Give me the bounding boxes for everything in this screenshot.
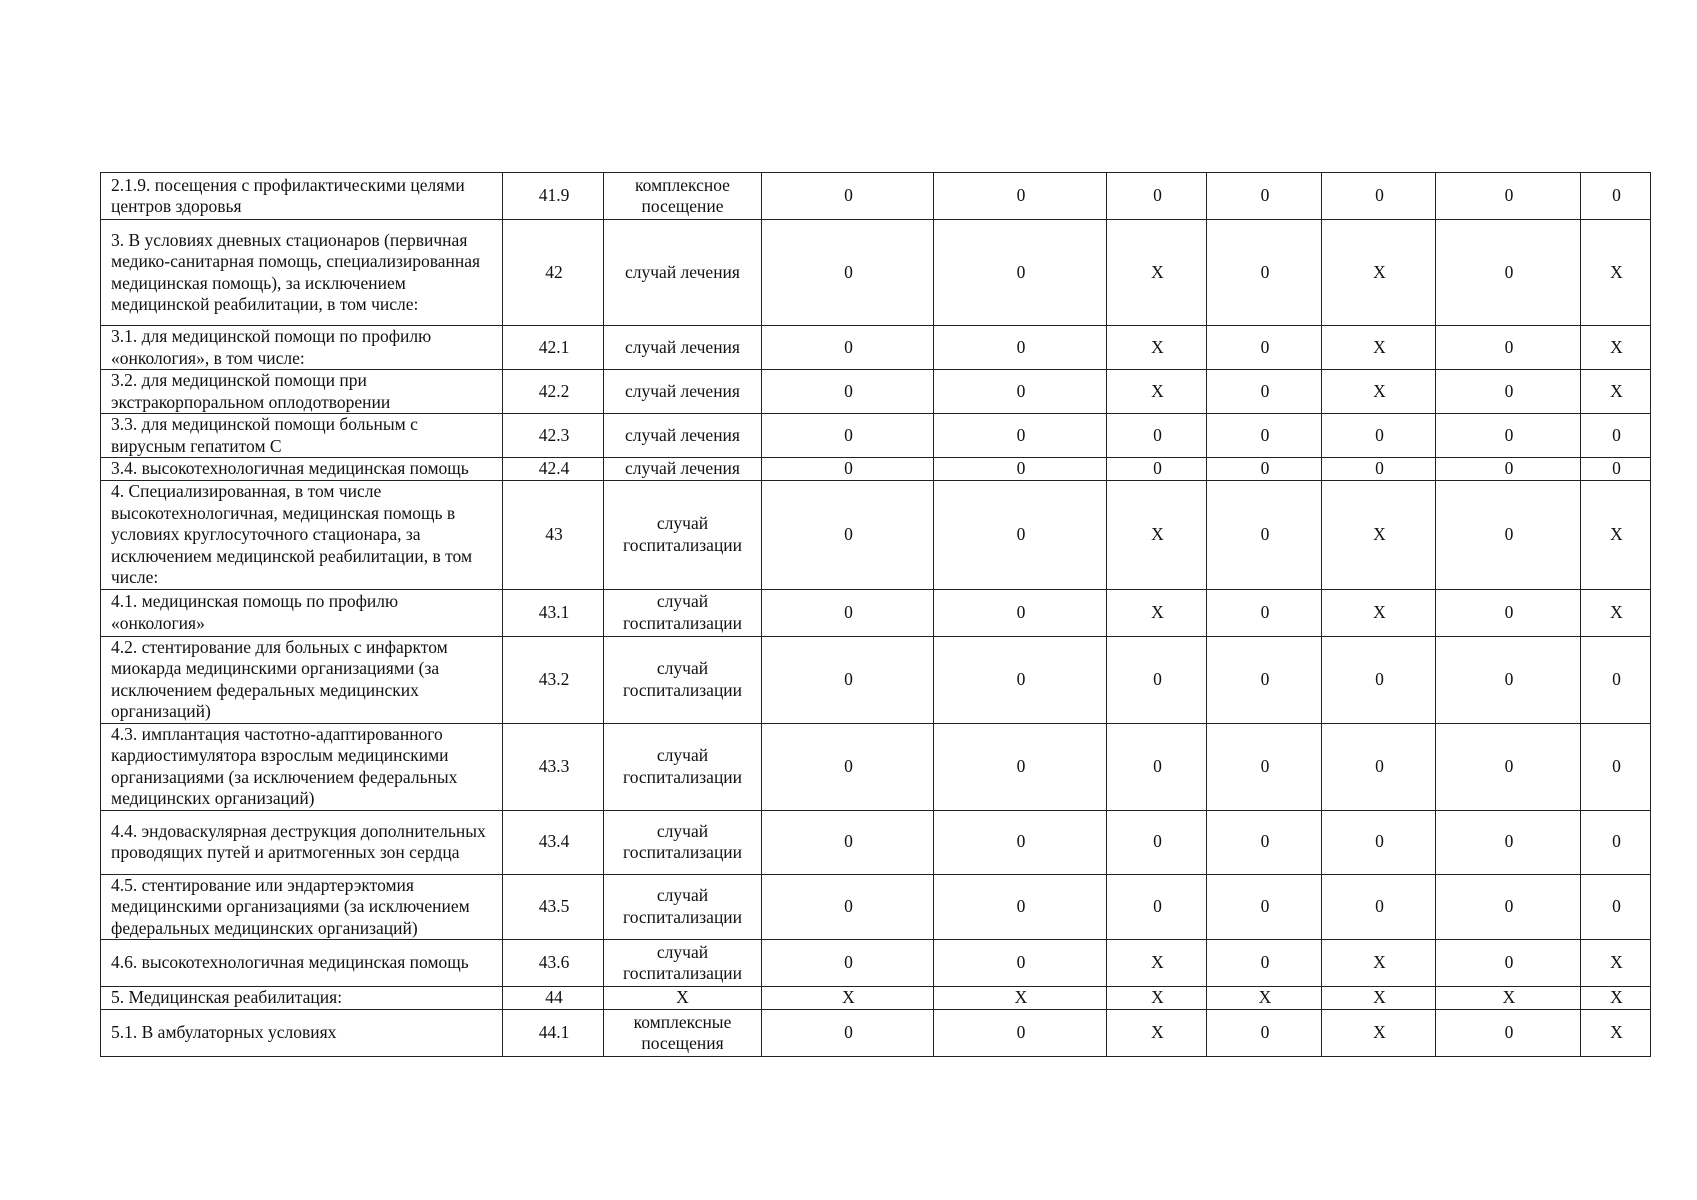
value-7-cell: 0 bbox=[1581, 458, 1651, 481]
row-name-cell: 2.1.9. посещения с профилактическими целями центров здоровья bbox=[101, 173, 503, 220]
value-1-cell: 0 bbox=[762, 458, 934, 481]
value-1-cell: 0 bbox=[762, 810, 934, 874]
data-table bbox=[100, 172, 1651, 1057]
value-4-cell: 0 bbox=[1207, 636, 1322, 723]
row-name-cell: 4.5. стентирование или эндартерэктомия медицинскими организациями (за исключением федеральных медицинских организаций) bbox=[101, 874, 503, 940]
value-2-cell: 0 bbox=[934, 874, 1107, 940]
value-5-cell: 0 bbox=[1322, 458, 1436, 481]
table-row bbox=[101, 173, 1651, 220]
row-name-cell: 4.1. медицинская помощь по профилю «онкология» bbox=[101, 589, 503, 636]
table-row bbox=[101, 589, 1651, 636]
table-row bbox=[101, 810, 1651, 874]
row-code-cell: 42.3 bbox=[503, 414, 604, 458]
row-code-cell: 44.1 bbox=[503, 1010, 604, 1057]
value-4-cell: 0 bbox=[1207, 589, 1322, 636]
value-1-cell: 0 bbox=[762, 636, 934, 723]
value-3-cell: X bbox=[1107, 987, 1207, 1010]
value-3-cell: X bbox=[1107, 1010, 1207, 1057]
value-3-cell: 0 bbox=[1107, 810, 1207, 874]
value-7-cell: X bbox=[1581, 481, 1651, 590]
value-5-cell: 0 bbox=[1322, 723, 1436, 810]
value-4-cell: 0 bbox=[1207, 414, 1322, 458]
row-code-cell: 42.2 bbox=[503, 370, 604, 414]
row-unit-cell: случай лечения bbox=[604, 370, 762, 414]
value-3-cell: 0 bbox=[1107, 173, 1207, 220]
row-unit-cell: случай госпитализации bbox=[604, 481, 762, 590]
table-row bbox=[101, 481, 1651, 590]
row-name-cell: 4.4. эндоваскулярная деструкция дополнительных проводящих путей и аритмогенных зон сердца bbox=[101, 810, 503, 874]
value-4-cell: X bbox=[1207, 987, 1322, 1010]
value-1-cell: 0 bbox=[762, 589, 934, 636]
value-6-cell: 0 bbox=[1436, 458, 1581, 481]
value-3-cell: 0 bbox=[1107, 458, 1207, 481]
value-1-cell: X bbox=[762, 987, 934, 1010]
value-1-cell: 0 bbox=[762, 723, 934, 810]
value-4-cell: 0 bbox=[1207, 481, 1322, 590]
value-4-cell: 0 bbox=[1207, 810, 1322, 874]
value-2-cell: 0 bbox=[934, 173, 1107, 220]
value-2-cell: 0 bbox=[934, 723, 1107, 810]
value-4-cell: 0 bbox=[1207, 370, 1322, 414]
table-row bbox=[101, 1010, 1651, 1057]
value-6-cell: X bbox=[1436, 987, 1581, 1010]
table-row bbox=[101, 370, 1651, 414]
row-code-cell: 43.2 bbox=[503, 636, 604, 723]
value-4-cell: 0 bbox=[1207, 220, 1322, 326]
value-5-cell: X bbox=[1322, 987, 1436, 1010]
value-1-cell: 0 bbox=[762, 874, 934, 940]
value-3-cell: 0 bbox=[1107, 723, 1207, 810]
row-unit-cell: случай госпитализации bbox=[604, 636, 762, 723]
value-2-cell: X bbox=[934, 987, 1107, 1010]
value-3-cell: 0 bbox=[1107, 636, 1207, 723]
value-3-cell: X bbox=[1107, 589, 1207, 636]
value-1-cell: 0 bbox=[762, 173, 934, 220]
value-4-cell: 0 bbox=[1207, 173, 1322, 220]
row-code-cell: 42.1 bbox=[503, 326, 604, 370]
value-7-cell: X bbox=[1581, 326, 1651, 370]
row-code-cell: 41.9 bbox=[503, 173, 604, 220]
value-7-cell: 0 bbox=[1581, 874, 1651, 940]
value-6-cell: 0 bbox=[1436, 589, 1581, 636]
table-body bbox=[101, 173, 1651, 1057]
table-row bbox=[101, 940, 1651, 987]
value-2-cell: 0 bbox=[934, 326, 1107, 370]
value-1-cell: 0 bbox=[762, 220, 934, 326]
row-code-cell: 43.4 bbox=[503, 810, 604, 874]
value-1-cell: 0 bbox=[762, 481, 934, 590]
row-name-cell: 4.6. высокотехнологичная медицинская помощь bbox=[101, 940, 503, 987]
row-name-cell: 5. Медицинская реабилитация: bbox=[101, 987, 503, 1010]
value-7-cell: 0 bbox=[1581, 810, 1651, 874]
row-unit-cell: случай госпитализации bbox=[604, 874, 762, 940]
value-6-cell: 0 bbox=[1436, 810, 1581, 874]
row-name-cell: 5.1. В амбулаторных условиях bbox=[101, 1010, 503, 1057]
row-code-cell: 42 bbox=[503, 220, 604, 326]
value-7-cell: X bbox=[1581, 370, 1651, 414]
row-name-cell: 4.3. имплантация частотно-адаптированного кардиостимулятора взрослым медицинскими организациями (за исключением федеральных медицинских организаций) bbox=[101, 723, 503, 810]
value-2-cell: 0 bbox=[934, 810, 1107, 874]
table-row bbox=[101, 987, 1651, 1010]
row-code-cell: 42.4 bbox=[503, 458, 604, 481]
value-5-cell: X bbox=[1322, 481, 1436, 590]
row-code-cell: 43.6 bbox=[503, 940, 604, 987]
value-6-cell: 0 bbox=[1436, 481, 1581, 590]
row-unit-cell: случай госпитализации bbox=[604, 589, 762, 636]
value-6-cell: 0 bbox=[1436, 326, 1581, 370]
row-unit-cell: X bbox=[604, 987, 762, 1010]
value-6-cell: 0 bbox=[1436, 636, 1581, 723]
value-7-cell: X bbox=[1581, 589, 1651, 636]
row-unit-cell: случай лечения bbox=[604, 220, 762, 326]
value-5-cell: 0 bbox=[1322, 173, 1436, 220]
value-7-cell: 0 bbox=[1581, 636, 1651, 723]
row-unit-cell: случай госпитализации bbox=[604, 940, 762, 987]
value-7-cell: X bbox=[1581, 1010, 1651, 1057]
value-7-cell: X bbox=[1581, 987, 1651, 1010]
value-6-cell: 0 bbox=[1436, 220, 1581, 326]
value-6-cell: 0 bbox=[1436, 940, 1581, 987]
row-code-cell: 43.5 bbox=[503, 874, 604, 940]
value-3-cell: X bbox=[1107, 220, 1207, 326]
value-1-cell: 0 bbox=[762, 326, 934, 370]
value-2-cell: 0 bbox=[934, 370, 1107, 414]
table-row bbox=[101, 723, 1651, 810]
value-1-cell: 0 bbox=[762, 940, 934, 987]
table-row bbox=[101, 414, 1651, 458]
value-2-cell: 0 bbox=[934, 940, 1107, 987]
value-6-cell: 0 bbox=[1436, 1010, 1581, 1057]
row-unit-cell: случай госпитализации bbox=[604, 723, 762, 810]
value-1-cell: 0 bbox=[762, 414, 934, 458]
value-3-cell: X bbox=[1107, 940, 1207, 987]
value-3-cell: X bbox=[1107, 326, 1207, 370]
row-unit-cell: случай госпитализации bbox=[604, 810, 762, 874]
row-unit-cell: случай лечения bbox=[604, 326, 762, 370]
value-6-cell: 0 bbox=[1436, 370, 1581, 414]
value-6-cell: 0 bbox=[1436, 723, 1581, 810]
value-4-cell: 0 bbox=[1207, 940, 1322, 987]
value-6-cell: 0 bbox=[1436, 874, 1581, 940]
row-code-cell: 44 bbox=[503, 987, 604, 1010]
value-4-cell: 0 bbox=[1207, 874, 1322, 940]
row-name-cell: 4. Специализированная, в том числе высокотехнологичная, медицинская помощь в условиях круглосуточного стационара, за исключением медицинской реабилитации, в том числе: bbox=[101, 481, 503, 590]
row-code-cell: 43.3 bbox=[503, 723, 604, 810]
row-unit-cell: комплексные посещения bbox=[604, 1010, 762, 1057]
value-3-cell: X bbox=[1107, 370, 1207, 414]
value-5-cell: X bbox=[1322, 1010, 1436, 1057]
value-2-cell: 0 bbox=[934, 636, 1107, 723]
value-7-cell: X bbox=[1581, 940, 1651, 987]
row-unit-cell: случай лечения bbox=[604, 458, 762, 481]
value-6-cell: 0 bbox=[1436, 414, 1581, 458]
value-1-cell: 0 bbox=[762, 1010, 934, 1057]
table-row bbox=[101, 220, 1651, 326]
value-5-cell: 0 bbox=[1322, 810, 1436, 874]
value-5-cell: 0 bbox=[1322, 874, 1436, 940]
value-4-cell: 0 bbox=[1207, 1010, 1322, 1057]
value-2-cell: 0 bbox=[934, 589, 1107, 636]
value-5-cell: X bbox=[1322, 220, 1436, 326]
value-6-cell: 0 bbox=[1436, 173, 1581, 220]
table-row bbox=[101, 458, 1651, 481]
row-unit-cell: комплексное посещение bbox=[604, 173, 762, 220]
value-7-cell: 0 bbox=[1581, 723, 1651, 810]
value-4-cell: 0 bbox=[1207, 458, 1322, 481]
value-4-cell: 0 bbox=[1207, 326, 1322, 370]
row-unit-cell: случай лечения bbox=[604, 414, 762, 458]
table-row bbox=[101, 874, 1651, 940]
value-5-cell: 0 bbox=[1322, 414, 1436, 458]
row-name-cell: 3.4. высокотехнологичная медицинская помощь bbox=[101, 458, 503, 481]
row-name-cell: 3.3. для медицинской помощи больным с вирусным гепатитом С bbox=[101, 414, 503, 458]
row-code-cell: 43.1 bbox=[503, 589, 604, 636]
value-2-cell: 0 bbox=[934, 220, 1107, 326]
value-7-cell: 0 bbox=[1581, 173, 1651, 220]
row-name-cell: 3. В условиях дневных стационаров (первичная медико-санитарная помощь, специализированная медицинская помощь), за исключением медицинской реабилитации, в том числе: bbox=[101, 220, 503, 326]
value-7-cell: X bbox=[1581, 220, 1651, 326]
value-3-cell: 0 bbox=[1107, 874, 1207, 940]
table-row bbox=[101, 326, 1651, 370]
table-row bbox=[101, 636, 1651, 723]
value-1-cell: 0 bbox=[762, 370, 934, 414]
value-5-cell: X bbox=[1322, 589, 1436, 636]
value-7-cell: 0 bbox=[1581, 414, 1651, 458]
value-5-cell: X bbox=[1322, 326, 1436, 370]
value-2-cell: 0 bbox=[934, 458, 1107, 481]
row-name-cell: 3.1. для медицинской помощи по профилю «онкология», в том числе: bbox=[101, 326, 503, 370]
value-2-cell: 0 bbox=[934, 1010, 1107, 1057]
value-2-cell: 0 bbox=[934, 414, 1107, 458]
value-4-cell: 0 bbox=[1207, 723, 1322, 810]
row-name-cell: 4.2. стентирование для больных с инфарктом миокарда медицинскими организациями (за исключением федеральных медицинских организаций) bbox=[101, 636, 503, 723]
value-5-cell: X bbox=[1322, 940, 1436, 987]
value-5-cell: X bbox=[1322, 370, 1436, 414]
value-3-cell: X bbox=[1107, 481, 1207, 590]
row-name-cell: 3.2. для медицинской помощи при экстракорпоральном оплодотворении bbox=[101, 370, 503, 414]
value-3-cell: 0 bbox=[1107, 414, 1207, 458]
value-5-cell: 0 bbox=[1322, 636, 1436, 723]
value-2-cell: 0 bbox=[934, 481, 1107, 590]
row-code-cell: 43 bbox=[503, 481, 604, 590]
